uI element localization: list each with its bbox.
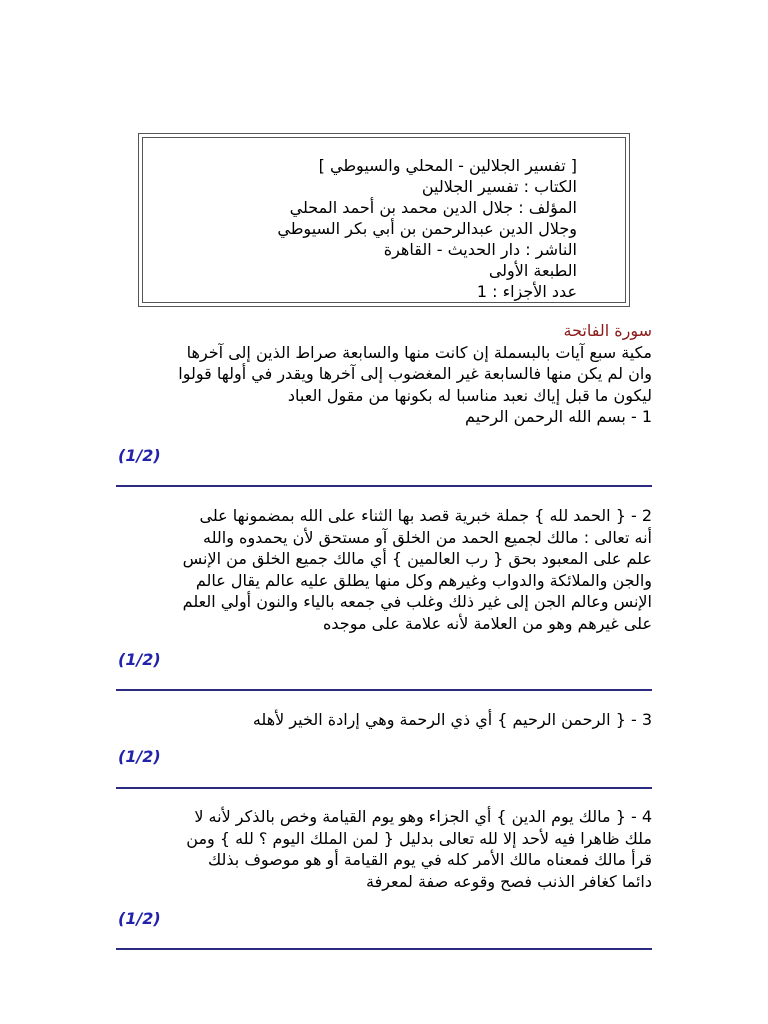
text-line: ليكون ما قبل إياك نعبد مناسبا له بكونها من مقول العباد [287,385,652,405]
page-marker: (1/2) [118,446,161,465]
text-line: 3 - { الرحمن الرحيم } أي ذي الرحمة وهي إرادة الخير لأهله [252,710,652,729]
book-info-line: [ تفسير الجلالين - المحلي والسيوطي ] [318,156,577,175]
section-2-text [116,505,652,634]
text-line: وان لم يكن منها فالسابعة غير المغضوب إلى آخرها ويقدر في أولها قولوا [178,364,652,383]
text-line: قرأ مالك فمعناه مالك الأمر كله في يوم القيامة أو هو موصوف بذلك [208,850,652,869]
section-3-text [116,709,652,731]
page-marker: (1/2) [118,650,161,669]
text-line: ملك ظاهرا فيه لأحد إلا لله تعالى بدليل { لمن الملك اليوم ؟ لله } ومن [186,828,652,848]
section-divider [116,948,652,950]
text-line: الإنس وعالم الجن إلى غير ذلك وغلب في جمعه بالياء والنون أولي العلم [182,592,652,611]
book-info-line: المؤلف : جلال الدين محمد بن أحمد المحلي [289,198,577,217]
text-line: 4 - { مالك يوم الدين } أي الجزاء وهو يوم القيامة وخص بالذكر لأنه لا [194,807,652,826]
book-info-line: عدد الأجزاء : 1 [476,282,577,301]
section-4-text [116,806,652,892]
page-marker: (1/2) [118,909,161,928]
book-info-inner [142,137,626,303]
book-info-line: وجلال الدين عبدالرحمن بن أبي بكر السيوطي [277,219,577,238]
book-info-box [138,133,630,307]
section-divider [116,787,652,789]
text-line: والجن والملائكة والدواب وغيرهم وكل منها يطلق عليه عالم يقال عالم [195,570,652,590]
text-line: أنه تعالى : مالك لجميع الحمد من الخلق آو مستحق لأن يحمدوه والله [203,527,652,547]
text-line: علم على المعبود بحق { رب العالمين } أي مالك جميع الخلق من الإنس [182,549,652,568]
text-line: مكية سبع آيات بالبسملة إن كانت منها والسابعة صراط الذين إلى آخرها [186,342,652,362]
section-divider [116,689,652,691]
text-line: 2 - { الحمد لله } جملة خبرية قصد بها الثناء على الله بمضمونها على [199,506,652,525]
page-marker: (1/2) [118,747,161,766]
section-divider [116,485,652,487]
book-info-line: الناشر : دار الحديث - القاهرة [383,240,577,259]
book-info-line: الكتاب : تفسير الجلالين [421,177,577,196]
text-line: على غيرهم وهو من العلامة لأنه علامة على موجده [323,613,652,633]
book-info-line: الطبعة الأولى [488,261,577,280]
text-line: دائما كغافر الذنب فصح وقوعه صفة لمعرفة [365,871,652,891]
section-1-text [116,320,652,428]
sura-title: سورة الفاتحة [563,321,652,340]
text-line: 1 - بسم الله الرحمن الرحيم [465,407,652,426]
